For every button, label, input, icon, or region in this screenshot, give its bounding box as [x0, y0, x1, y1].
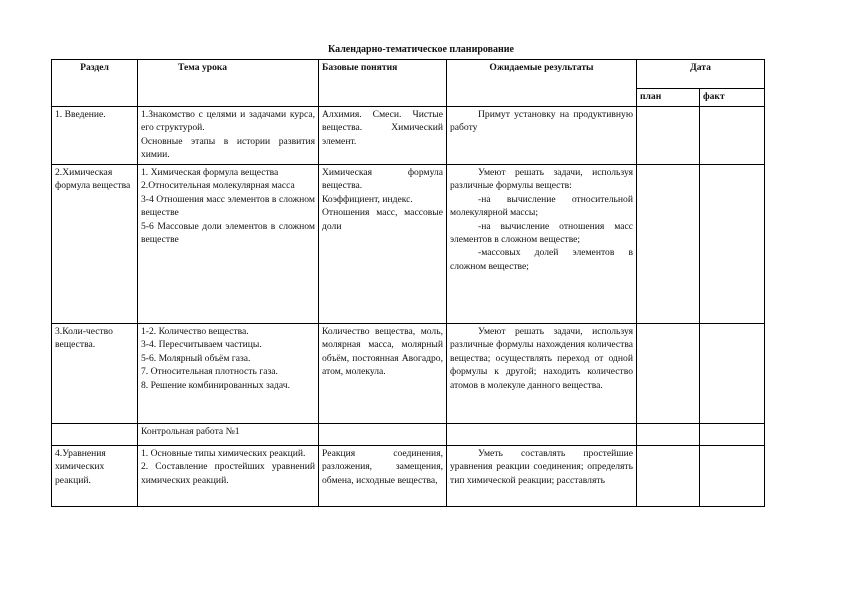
topic-line: Контрольная работа №1 [141, 426, 240, 437]
cell-topic [138, 324, 319, 424]
topic-line: 7. Относительная плотность газа. [141, 366, 278, 378]
concept-line: Отношения масс, массовые доли [322, 207, 443, 232]
cell-plan [637, 165, 700, 324]
cell-concepts [319, 165, 447, 324]
cell-fact [700, 324, 765, 424]
table-row [52, 107, 765, 165]
concept-line: Реакция соединения, разложения, замещения, обмена, исходные вещества, [322, 448, 443, 486]
topic-line: 2. Составление простейших уравнений химических реакций. [141, 461, 315, 486]
topic-line: 1. Основные типы химических реакций. [141, 448, 306, 459]
concept-line: Алхимия. Смеси. Чистые вещества. Химический элемент. [322, 109, 443, 147]
cell-section [52, 424, 138, 446]
cell-fact [700, 424, 765, 446]
concept-line: Количество вещества, моль, молярная масса, молярный объём, постоянная Авогадро, атом, молекула. [322, 326, 443, 378]
cell-results [447, 165, 637, 324]
result-line: -на вычисление отношения масс элементов в сложном веществе; [450, 220, 633, 246]
cell-topic [138, 107, 319, 165]
table-row [52, 424, 765, 446]
header-concepts: Базовые понятия [319, 60, 447, 107]
topic-line: Основные этапы в истории развития химии. [141, 135, 315, 161]
cell-concepts [319, 446, 447, 507]
topic-line: 1.Знакомство с целями и задачами курса, его структурой. [141, 109, 315, 134]
table-row [52, 446, 765, 507]
topic-line: 8. Решение комбинированных задач. [141, 379, 290, 391]
page-title: Календарно-тематическое планирование [327, 44, 514, 55]
cell-results [447, 324, 637, 424]
cell-fact [700, 446, 765, 507]
topic-line: 3-4 Отношения масс элементов в сложном веществе [141, 193, 315, 219]
cell-section: 2.Химическая формула вещества [52, 165, 138, 324]
cell-results [447, 446, 637, 507]
cell-section: 4.Уравнения химических реакций. [52, 446, 138, 507]
topic-line: 1-2. Количество вещества. [141, 326, 249, 337]
cell-plan [637, 446, 700, 507]
cell-results [447, 424, 637, 446]
topic-line: 5-6 Массовые доли элементов в сложном веществе [141, 220, 315, 246]
table-row [52, 165, 765, 324]
cell-plan [637, 424, 700, 446]
result-line: -массовых долей элементов в сложном веществе; [450, 247, 633, 272]
header-row [52, 60, 765, 89]
header-date: Дата [637, 60, 765, 89]
concept-line: Химическая формула вещества. [322, 167, 443, 192]
topic-line: 1. Химическая формула вещества [141, 167, 279, 178]
cell-section: 1. Введение. [52, 107, 138, 165]
planning-table [51, 59, 765, 507]
cell-topic [138, 446, 319, 507]
cell-topic [138, 165, 319, 324]
result-line: Умеют решать задачи, используя различные формулы нахождения количества вещества; осуществлять переход от одной формулы к другой; находить количество атомов в молекуле данного вещества. [450, 326, 633, 391]
topic-line: 3-4. Пересчитываем частицы. [141, 339, 262, 351]
cell-plan [637, 324, 700, 424]
table-row [52, 324, 765, 424]
concept-line: Коэффициент, индекс. [322, 193, 413, 205]
header-section: Раздел [52, 60, 138, 107]
cell-results [447, 107, 637, 165]
cell-topic [138, 424, 319, 446]
header-results: Ожидаемые результаты [447, 60, 637, 107]
cell-concepts [319, 424, 447, 446]
result-line: -на вычисление относительной молекулярной массы; [450, 193, 633, 219]
header-plan: план [637, 89, 700, 107]
result-line: Умеют решать задачи, используя различные формулы веществ: [450, 167, 633, 192]
result-line: Уметь составлять простейшие уравнения реакции соединения; определять тип химической реакции; расставлять [450, 448, 633, 486]
cell-fact [700, 165, 765, 324]
cell-plan [637, 107, 700, 165]
topic-line: 2.Относительная молекулярная масса [141, 180, 295, 192]
header-topic: Тема урока [138, 60, 319, 107]
cell-concepts [319, 107, 447, 165]
cell-section: 3.Коли-чество вещества. [52, 324, 138, 424]
header-fact: факт [700, 89, 765, 107]
result-line: Примут установку на продуктивную работу [450, 109, 633, 134]
cell-concepts [319, 324, 447, 424]
topic-line: 5-6. Молярный объём газа. [141, 352, 251, 364]
cell-fact [700, 107, 765, 165]
